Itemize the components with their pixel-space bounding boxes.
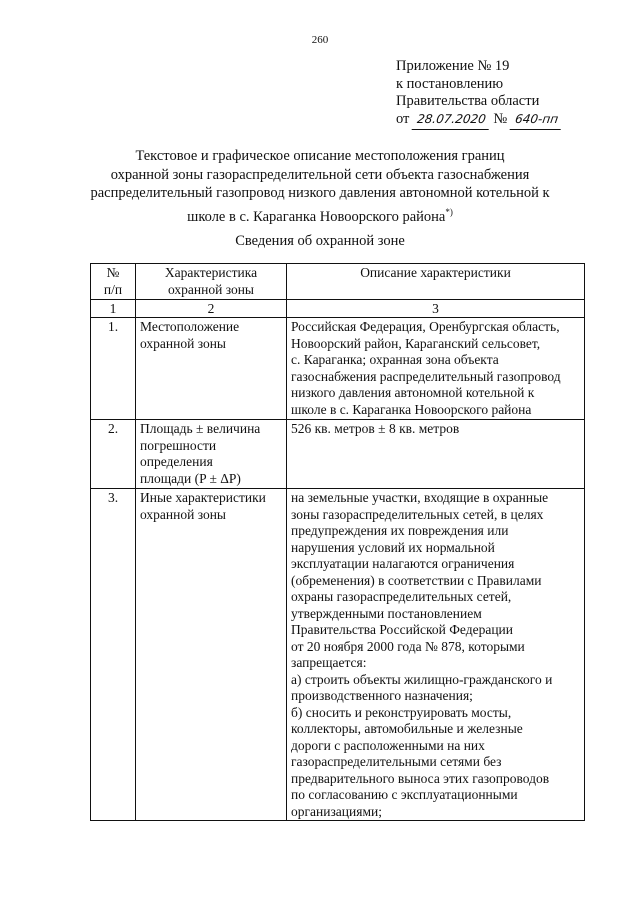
row-description [287, 420, 585, 489]
appendix-block [396, 58, 562, 129]
section-subtitle: Сведения об охранной зоне [235, 233, 405, 249]
handwritten-number: 640-пп [510, 111, 564, 130]
text-line: Местоположение [140, 319, 240, 334]
document-title [60, 147, 580, 226]
appendix-date-line [396, 111, 562, 130]
text-line: б) сносить и реконструировать мосты, [291, 704, 512, 720]
column-number: 1 [91, 300, 136, 318]
text-line: эксплуатации налагаются ограничения [291, 556, 515, 571]
text-line: 526 кв. метров ± 8 кв. метров [291, 421, 460, 436]
header-description: Описание характеристики [287, 264, 585, 300]
header-characteristic-line: Характеристика [164, 265, 258, 280]
appendix-line-3: Правительства области [396, 93, 540, 109]
text-line: определения [140, 454, 213, 469]
row-description [287, 318, 585, 420]
row-characteristic [136, 420, 287, 489]
text-line: организациями; [291, 803, 382, 819]
handwritten-date: 28.07.2020 [412, 111, 491, 130]
text-line: на земельные участки, входящие в охранные [291, 490, 549, 505]
appendix-line-2: к постановлению [396, 75, 504, 92]
column-number-row [91, 300, 585, 318]
text-line: предварительного выноса этих газопроводов [291, 770, 550, 786]
footnote-mark: *) [445, 206, 453, 217]
header-number-line: п/п [103, 281, 123, 297]
row-number: 3. [91, 489, 136, 821]
text-line: по согласованию с эксплуатационными [291, 787, 518, 802]
text-line: охранной зоны [140, 335, 227, 351]
table-row [91, 420, 585, 489]
text-line: газоснабжения распределительный газопровод [291, 368, 561, 384]
row-characteristic [136, 489, 287, 821]
title-line-4 [60, 203, 580, 226]
table-row [91, 489, 585, 821]
number-label: № [493, 110, 508, 127]
title-line-1: Текстовое и графическое описание местоположения границ [135, 148, 505, 164]
table-row [91, 318, 585, 420]
text-line: зоны газораспределительных сетей, в целях [291, 506, 544, 522]
text-line: площади (P ± ΔP) [140, 470, 241, 486]
text-line: утвержденными постановлением [291, 605, 482, 621]
text-line: производственного назначения; [291, 688, 473, 703]
text-line: Новоорский район, Караганский сельсовет, [291, 335, 541, 351]
page-number: 260 [311, 34, 329, 46]
column-number: 2 [136, 300, 287, 318]
row-number: 2. [91, 420, 136, 489]
text-line: Иные характеристики [140, 490, 266, 505]
text-line: газораспределительными сетями без [291, 754, 502, 769]
text-line: охраны газораспределительных сетей, [291, 589, 512, 604]
header-number [91, 264, 136, 300]
text-line: запрещается: [291, 655, 367, 670]
text-line: предупреждения их повреждения или [291, 523, 509, 538]
header-characteristic-line: охранной зоны [167, 281, 254, 297]
text-line: низкого давления автономной котельной к [291, 385, 535, 400]
from-label: от [396, 110, 410, 127]
text-line: коллекторы, автомобильные и железные [291, 721, 523, 736]
text-line: погрешности [140, 437, 217, 453]
text-line: а) строить объекты жилищно-гражданского и [291, 671, 553, 687]
text-line: нарушения условий их нормальной [291, 539, 495, 555]
text-line: с. Караганка; охранная зона объекта [291, 352, 499, 367]
protection-zone-table [90, 263, 585, 821]
text-line: дороги с расположенными на них [291, 737, 485, 753]
header-number-line: № [106, 265, 120, 280]
header-characteristic [136, 264, 287, 300]
row-characteristic [136, 318, 287, 420]
text-line: охранной зоны [140, 506, 227, 522]
text-line: Правительства Российской Федерации [291, 622, 513, 637]
title-line-4-text: школе в с. Караганка Новоорского района [187, 208, 446, 225]
row-number: 1. [91, 318, 136, 420]
row-description [287, 489, 585, 821]
text-line: школе в с. Караганка Новоорского района [291, 401, 532, 417]
table-header-row [91, 264, 585, 300]
title-line-2: охранной зоны газораспределительной сети объекта газоснабжения [110, 166, 530, 183]
appendix-line-1: Приложение № 19 [396, 58, 510, 74]
text-line: Российская Федерация, Оренбургская область, [291, 319, 560, 334]
column-number: 3 [287, 300, 585, 318]
title-line-3: распределительный газопровод низкого давления автономной котельной к [90, 185, 550, 201]
text-line: (обременения) в соответствии с Правилами [291, 572, 542, 588]
text-line: от 20 ноября 2000 года № 878, которыми [291, 638, 525, 654]
text-line: Площадь ± величина [140, 421, 261, 436]
